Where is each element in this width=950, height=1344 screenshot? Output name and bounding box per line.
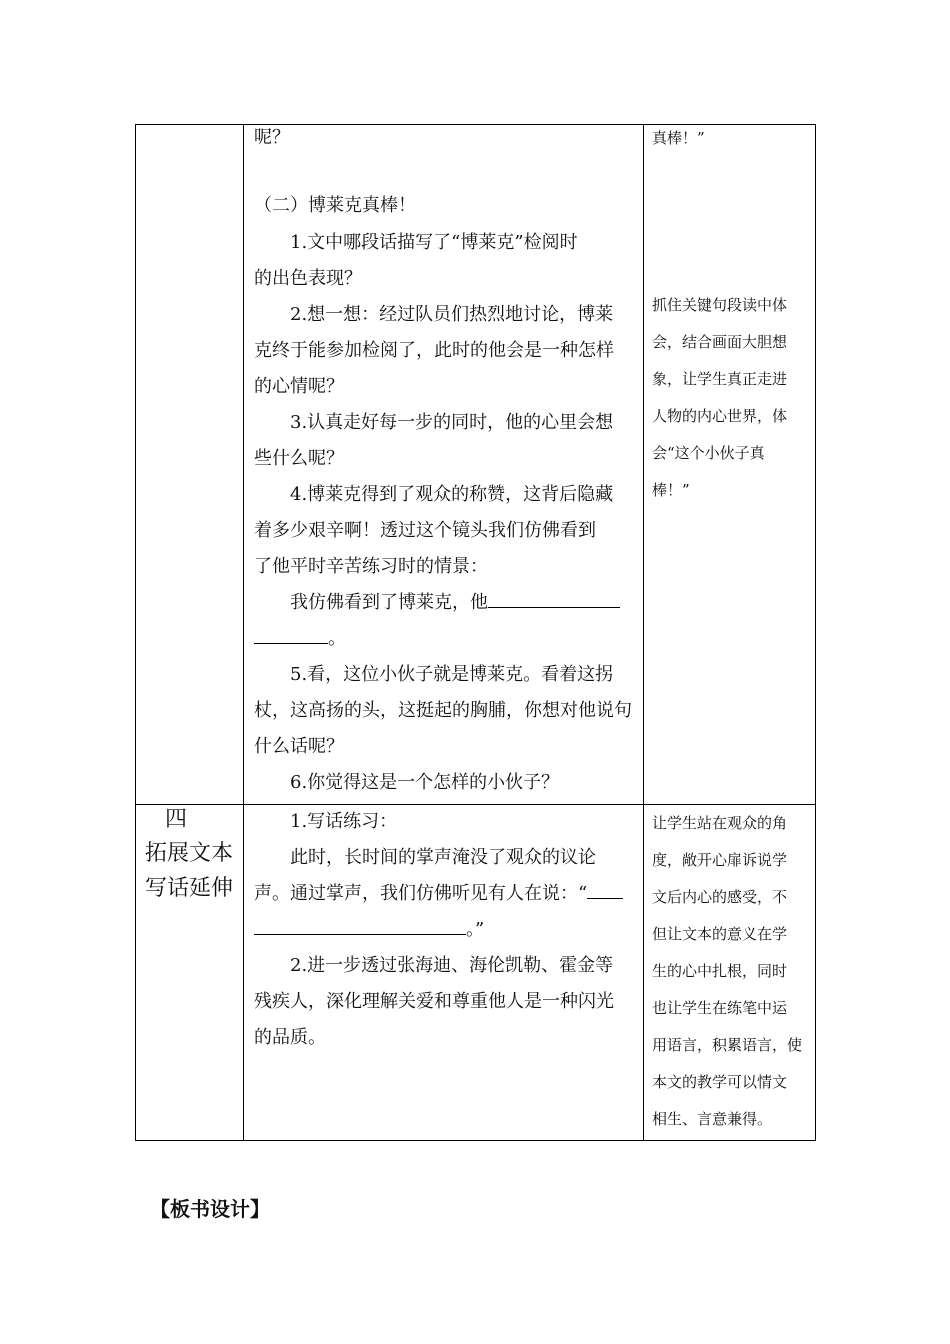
answer-blank[interactable] <box>587 882 623 899</box>
extension-text: 的品质。 <box>254 1027 326 1048</box>
table-right-border <box>815 124 816 1141</box>
question-5: 5.看，这位小伙子就是博莱克。看着这拐 <box>290 664 614 685</box>
note-line: 也让学生在练笔中运 <box>652 999 788 1017</box>
question-3: 3.认真走好每一步的同时，他的心里会想 <box>290 412 614 433</box>
fill-in-line <box>290 591 620 615</box>
question-2: 2.想一想：经过队员们热烈地讨论，博莱 <box>290 304 614 325</box>
table-left-border <box>135 124 136 1141</box>
exercise-text <box>254 918 484 942</box>
note-line: 用语言，积累语言，使 <box>652 1036 803 1054</box>
question-4-cont: 了他平时辛苦练习时的情景： <box>254 556 488 577</box>
note-line: 本文的教学可以情文 <box>652 1073 788 1091</box>
question-2-cont: 的心情呢？ <box>254 376 344 397</box>
note-line: 相生、言意兼得。 <box>652 1110 773 1128</box>
exercise-text: 此时，长时间的掌声淹没了观众的议论 <box>290 847 596 868</box>
question-3-cont: 些什么呢？ <box>254 448 344 469</box>
question-4: 4.博莱克得到了观众的称赞，这背后隐藏 <box>290 484 614 505</box>
exercise-end: 。” <box>466 919 485 940</box>
fill-in-line-cont <box>254 627 346 651</box>
note-line: 让学生站在观众的角 <box>652 814 788 832</box>
question-5-cont: 什么话呢？ <box>254 736 344 757</box>
exercise-text <box>254 882 623 906</box>
stage-number: 四 <box>165 807 188 832</box>
note-line: 棒！” <box>652 481 690 499</box>
question-1-cont: 的出色表现？ <box>254 268 362 289</box>
note-line: 人物的内心世界，体 <box>652 407 788 425</box>
answer-blank[interactable] <box>254 918 466 935</box>
fill-in-prefix: 我仿佛看到了博莱克，他 <box>290 592 488 613</box>
note-line: 抓住关键句段读中体 <box>652 296 788 314</box>
extension-text: 残疾人，深化理解关爱和尊重他人是一种闪光 <box>254 991 614 1012</box>
note-line: 生的心中扎根，同时 <box>652 962 788 980</box>
question-6: 6.你觉得这是一个怎样的小伙子？ <box>290 772 560 793</box>
note-line: 真棒！” <box>652 129 705 147</box>
text-line: 呢？ <box>254 127 290 148</box>
answer-blank[interactable] <box>254 627 328 644</box>
exercise-prefix: 声。通过掌声，我们仿佛听见有人在说：“ <box>254 883 588 904</box>
section-title: （二）博莱克真棒！ <box>254 195 416 216</box>
note-line: 会“这个小伙子真 <box>652 444 765 462</box>
note-line: 会，结合画面大胆想 <box>652 333 788 351</box>
table-top-border <box>135 124 816 125</box>
answer-blank[interactable] <box>488 591 620 608</box>
column-divider-1 <box>243 124 244 1141</box>
stage-title-line1: 拓展文本 <box>145 841 234 866</box>
question-2-cont: 克终于能参加检阅了，此时的他会是一种怎样 <box>254 340 614 361</box>
board-design-heading: 【板书设计】 <box>150 1197 270 1221</box>
note-line: 但让文本的意义在学 <box>652 925 788 943</box>
note-line: 度，敞开心扉诉说学 <box>652 851 788 869</box>
question-4-cont: 着多少艰辛啊！透过这个镜头我们仿佛看到 <box>254 520 596 541</box>
exercise-title: 1.写话练习： <box>290 811 398 832</box>
stage-title-line2: 写话延伸 <box>145 876 234 901</box>
extension-text: 2.进一步透过张海迪、海伦凯勒、霍金等 <box>290 955 614 976</box>
note-line: 文后内心的感受，不 <box>652 888 788 906</box>
question-1: 1.文中哪段话描写了“博莱克”检阅时 <box>290 232 578 253</box>
column-divider-2 <box>643 124 644 1141</box>
table-bottom-border <box>135 1140 816 1141</box>
note-line: 象，让学生真正走进 <box>652 370 788 388</box>
question-5-cont: 杖，这高扬的头，这挺起的胸脯，你想对他说句 <box>254 700 632 721</box>
row-divider <box>135 804 816 805</box>
fill-in-end: 。 <box>328 628 346 649</box>
